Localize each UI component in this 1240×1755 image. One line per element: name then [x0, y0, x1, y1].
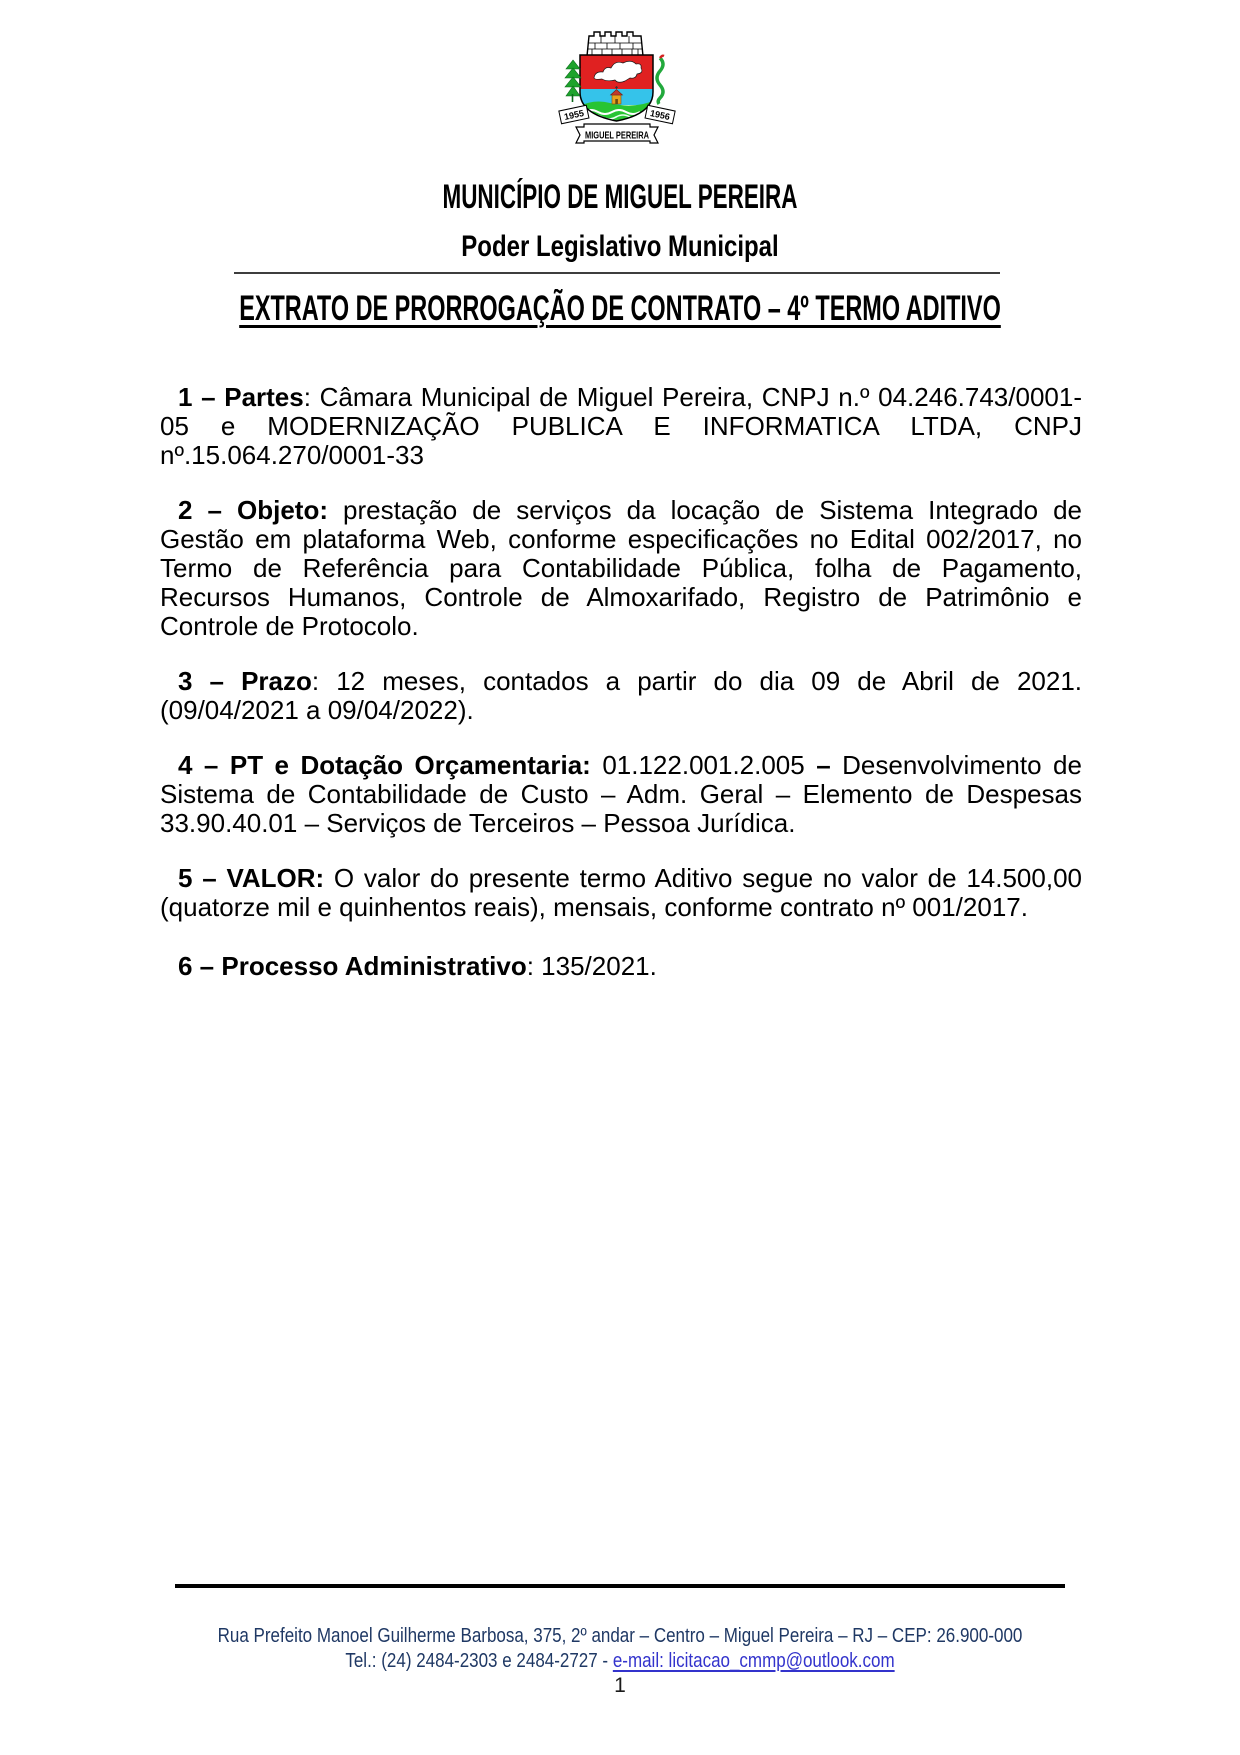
section-objeto-label: 2 – Objeto:: [178, 495, 328, 525]
branch-icon: [565, 60, 581, 102]
section-prazo: [160, 667, 1082, 725]
section-objeto: [160, 496, 1082, 641]
page-number: 1: [614, 1674, 626, 1697]
crown-icon: [587, 32, 643, 56]
section-dotacao-label: 4 – PT e Dotação Orçamentaria:: [178, 750, 591, 780]
section-partes-text: : Câmara Municipal de Miguel Pereira, CNPJ n.º 04.246.743/0001-05 e MODERNIZAÇÃO PUBLICA E INFORMATICA LTDA, CNPJ nº.15.064.270/0001-33: [160, 382, 1082, 470]
scroll-1956: [645, 105, 675, 124]
year-right: 1956: [649, 108, 671, 122]
footer-address: Rua Prefeito Manoel Guilherme Barbosa, 375, 2º andar – Centro – Miguel Pereira – RJ – CEP: 26.900-000: [217, 1625, 1023, 1647]
municipality-title: MUNICÍPIO DE MIGUEL PEREIRA: [442, 178, 798, 216]
footer: [93, 1624, 1147, 1674]
section-processo: [160, 952, 1082, 981]
document-body: [160, 383, 1082, 1007]
section-dotacao-dash: –: [816, 750, 831, 780]
section-prazo-label: 3 – Prazo: [178, 666, 312, 696]
section-dotacao: [160, 751, 1082, 838]
section-processo-text: : 135/2021.: [526, 951, 657, 981]
section-processo-label: 6 – Processo Administrativo: [178, 951, 527, 981]
section-partes: [160, 383, 1082, 470]
section-prazo-text: : 12 meses, contados a partir do dia 09 de Abril de 2021. (09/04/2021 a 09/04/2022).: [160, 666, 1083, 725]
shield-icon: [580, 55, 653, 122]
footer-phone: Tel.: (24) 2484-2303 e 2484-2727 -: [345, 1650, 613, 1672]
banner-label: MIGUEL PEREIRA: [585, 130, 649, 142]
document-title: EXTRATO DE PRORROGAÇÃO DE CONTRATO – 4º TERMO ADITIVO: [239, 289, 1001, 328]
serpent-icon: [657, 56, 664, 104]
footer-contact: [93, 1649, 1147, 1674]
section-dotacao-text: Desenvolvimento de Sistema de Contabilidade de Custo – Adm. Geral – Elemento de Despesas 33.90.40.01 – Serviços de Terceiros – Pessoa Jurídica.: [160, 750, 1082, 838]
section-valor: [160, 864, 1082, 922]
name-banner: [576, 124, 658, 143]
section-valor-label: 5 – VALOR:: [178, 863, 325, 893]
section-partes-label: 1 – Partes: [178, 382, 304, 412]
section-valor-text: O valor do presente termo Aditivo segue no valor de 14.500,00 (quatorze mil e quinhentos reais), mensais, conforme contrato nº 001/2017.: [160, 863, 1082, 922]
scroll-1955: [559, 105, 589, 124]
year-left: 1955: [563, 108, 585, 122]
section-dotacao-code: 01.122.001.2.005: [590, 750, 817, 780]
footer-divider: [175, 1584, 1065, 1588]
section-objeto-text: prestação de serviços da locação de Sistema Integrado de Gestão em plataforma Web, conforme especificações no Edital 002/2017, no Termo de Referência para Contabilidade Pública, folha de Pagamento, Recursos Humanos, Controle de Almoxarifado, Registro de Patrimônio e Controle de Protocolo.: [160, 495, 1082, 641]
footer-email-link[interactable]: e-mail: licitacao_cmmp@outlook.com: [612, 1650, 895, 1672]
legislative-subtitle: Poder Legislativo Municipal: [461, 230, 779, 263]
header-divider: [234, 272, 1000, 274]
miguel-pereira-coat-of-arms-icon: [556, 26, 678, 146]
